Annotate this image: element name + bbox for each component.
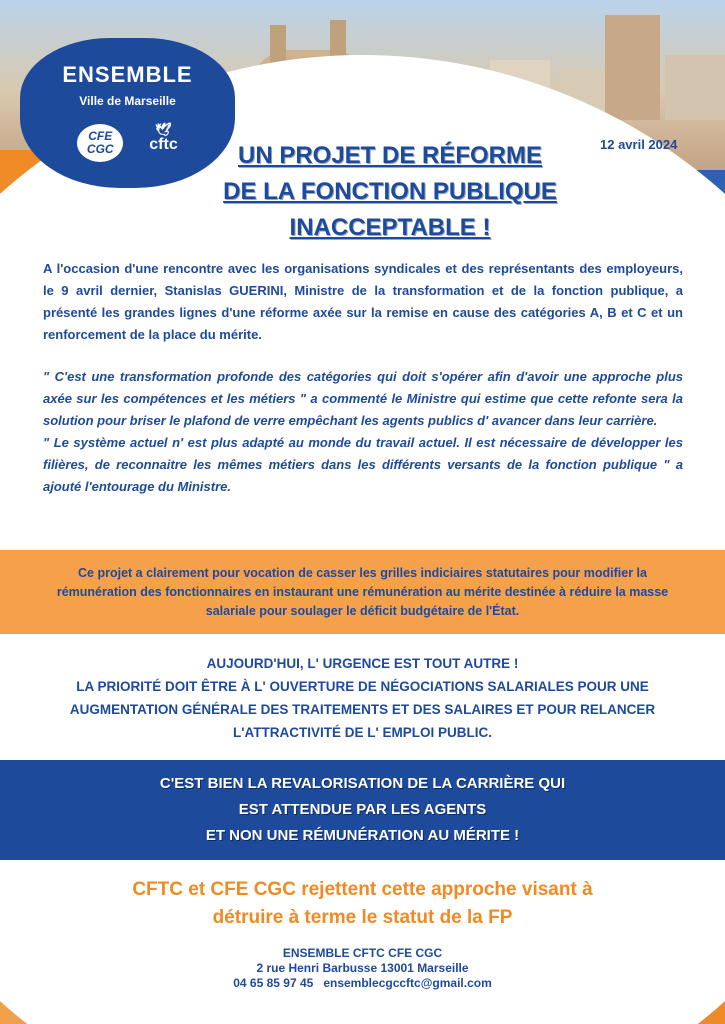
dove-icon: 🕊 xyxy=(155,122,172,137)
quotes-section xyxy=(43,366,683,498)
entourage-quote: " Le système actuel n' est plus adapté au monde du travail actuel. Il est nécessaire de développer les filières, de reconnaitre les mêmes métiers dans les différents versants de la fonction publique " a ajouté l'entourage du Ministre. xyxy=(43,435,683,494)
publication-date: 12 avril 2024 xyxy=(600,137,678,152)
blue-callout-line-2: EST ATTENDUE PAR LES AGENTS xyxy=(238,801,487,818)
minister-quote: " C'est une transformation profonde des catégories qui doit s'opérer afin d'avoir une approche plus axée sur les compétences et les métiers " a commenté le Ministre qui estime que cette refonte sera la solution pour briser le plafond de verre empêchant les agents publics d' avancer dans leur carrière. xyxy=(43,369,683,428)
headline xyxy=(195,138,585,246)
urgence-statement xyxy=(30,652,695,744)
cftc-logo xyxy=(149,124,177,162)
footer-phone: 04 65 85 97 45 xyxy=(233,976,314,990)
headline-line-1: UN PROJET DE RÉFORME xyxy=(237,142,543,169)
cfe-cgc-logo xyxy=(77,124,123,162)
headline-line-3: INACCEPTABLE ! xyxy=(289,214,491,241)
footer-email[interactable]: ensemblecgccftc@gmail.com xyxy=(323,976,492,990)
cfe-cgc-logo-text: CFE CGC xyxy=(86,129,114,156)
blue-callout-line-1: C'EST BIEN LA REVALORISATION DE LA CARRIÈRE QUI xyxy=(159,775,566,792)
urgence-line-1: AUJOURD'HUI, L' URGENCE EST TOUT AUTRE ! xyxy=(206,656,519,671)
blue-callout-line-3: ET NON UNE RÉMUNÉRATION AU MÉRITE ! xyxy=(205,827,520,844)
contact-footer xyxy=(200,946,525,991)
footer-address: 2 rue Henri Barbusse 13001 Marseille xyxy=(256,961,469,975)
blue-callout-text xyxy=(160,771,565,849)
rejection-statement xyxy=(40,876,685,932)
orange-callout-text: Ce projet a clairement pour vocation de casser les grilles indiciaires statutaires pour modifier la rémunération des fonctionnaires en instaurant une rémunération au mérite destinée à réduire la masse salariale pour soulager le déficit budgétaire de l'État. xyxy=(56,565,669,618)
rejection-line-2: détruire à terme le statut de la FP xyxy=(212,907,513,928)
footer-org: ENSEMBLE CFTC CFE CGC xyxy=(282,946,443,960)
urgence-line-2: LA PRIORITÉ DOIT ÊTRE À L' OUVERTURE DE NÉGOCIATIONS SALARIALES POUR UNE AUGMENTATION GÉNÉRALE DES TRAITEMENTS ET DES SALAIRES ET POUR RELANCER L'ATTRACTIVITÉ DE L' EMPLOI PUBLIC. xyxy=(69,679,656,740)
orange-callout xyxy=(0,550,725,634)
brand-subtitle: Ville de Marseille xyxy=(79,94,176,108)
blue-callout xyxy=(0,760,725,860)
rejection-line-1: CFTC et CFE CGC rejettent cette approche visant à xyxy=(132,879,593,900)
intro-paragraph: A l'occasion d'une rencontre avec les organisations syndicales et des représentants des employeurs, le 9 avril dernier, Stanislas GUERINI, Ministre de la transformation et de la fonction publique, a présenté les grandes lignes d'une réforme axée sur la remise en cause des catégories A, B et C et un renforcement de la place du mérite. xyxy=(43,261,683,342)
headline-line-2: DE LA FONCTION PUBLIQUE xyxy=(223,178,557,205)
footer-contact-line xyxy=(200,976,525,991)
cftc-logo-text: cftc xyxy=(149,136,178,153)
brand-title: ENSEMBLE xyxy=(62,62,193,87)
